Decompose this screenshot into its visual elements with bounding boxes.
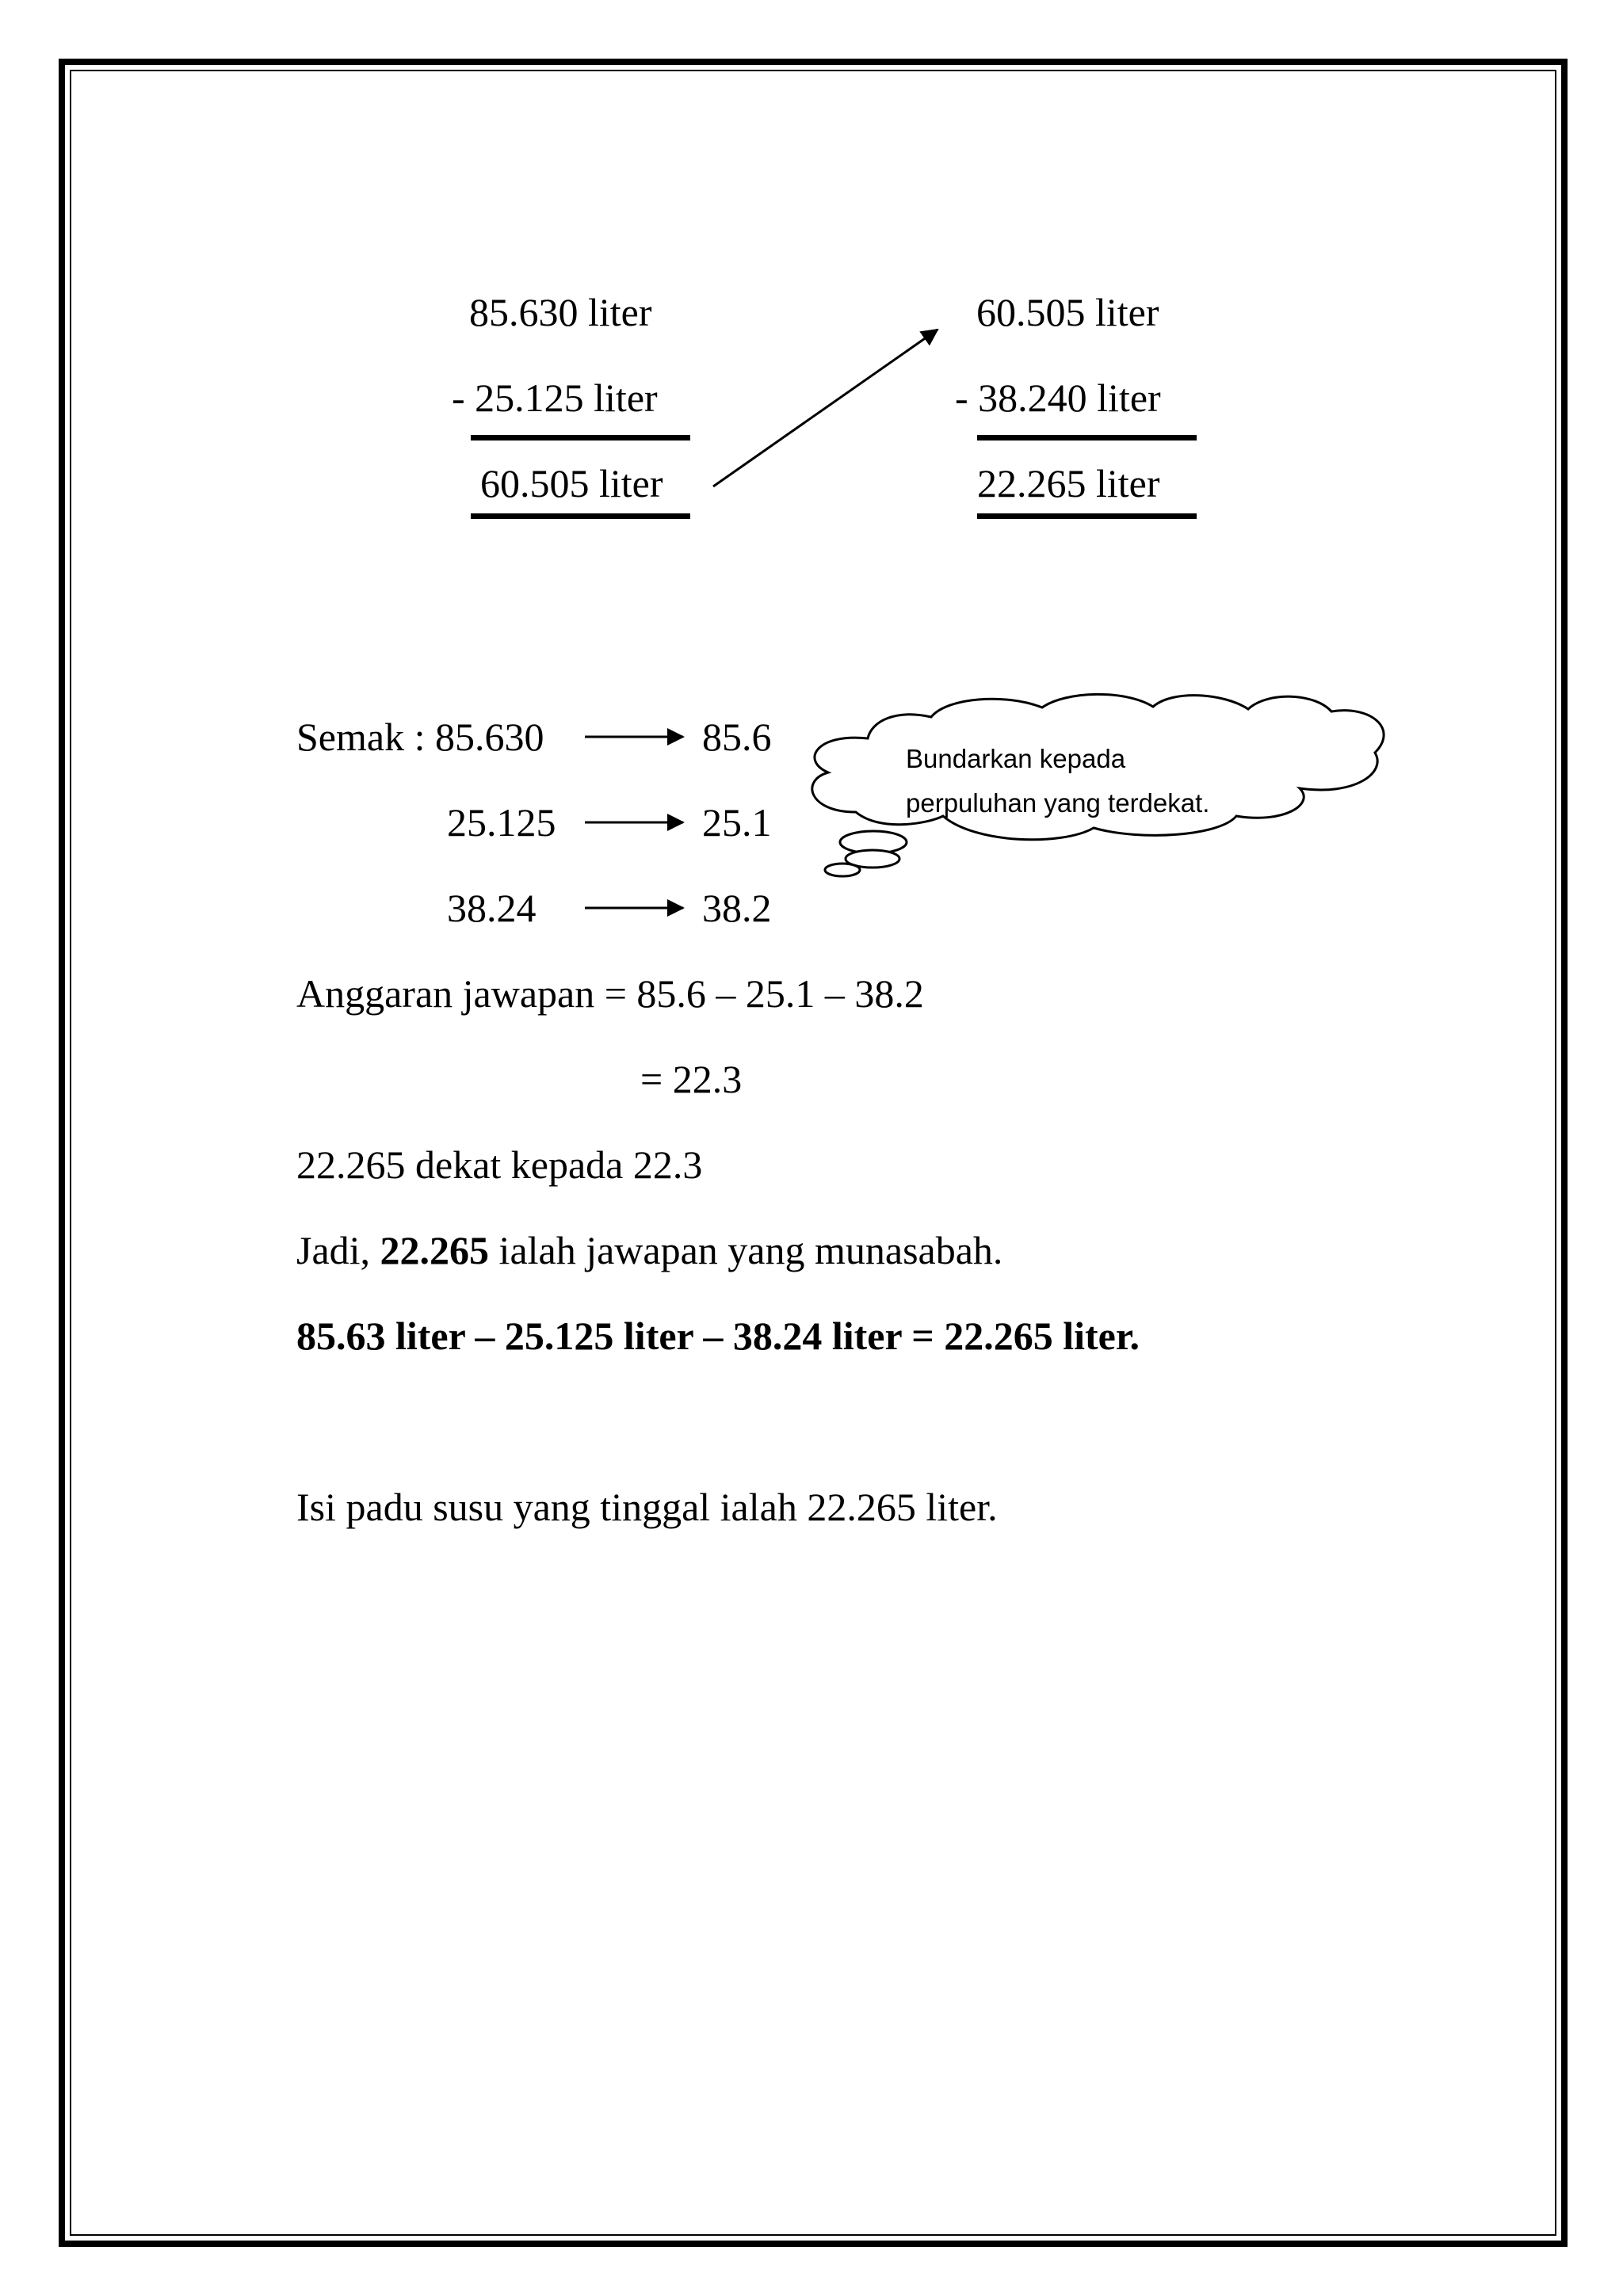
conclusion	[296, 1226, 1002, 1274]
check-rounded-1: 85.6	[702, 715, 772, 759]
carry-arrow	[713, 330, 938, 486]
bubble-text-line1: Bundarkan kepada	[906, 744, 1126, 773]
estimate-line: Anggaran jawapan = 85.6 – 25.1 – 38.2	[296, 971, 924, 1016]
conclusion-value: 22.265	[380, 1228, 490, 1272]
check-rounded-2: 25.1	[702, 800, 772, 845]
near-statement: 22.265 dekat kepada 22.3	[296, 1142, 703, 1187]
left-result: 60.505 liter	[480, 461, 663, 505]
check-value-3: 38.24	[447, 886, 537, 930]
final-equation: 85.63 liter – 25.125 liter – 38.24 liter = 22.265 liter.	[296, 1314, 1140, 1358]
right-subtrahend: - 38.240 liter	[955, 376, 1161, 420]
conclusion-suffix: ialah jawapan yang munasabah.	[489, 1228, 1003, 1272]
check-value-2: 25.125	[447, 800, 556, 845]
right-result: 22.265 liter	[977, 461, 1160, 505]
final-answer: Isi padu susu yang tinggal ialah 22.265 liter.	[296, 1485, 998, 1529]
conclusion-prefix: Jadi,	[296, 1228, 380, 1272]
estimate-result: = 22.3	[640, 1057, 743, 1101]
right-minuend: 60.505 liter	[976, 290, 1159, 334]
left-subtrahend: - 25.125 liter	[452, 376, 658, 420]
check-rounded-3: 38.2	[702, 886, 772, 930]
left-minuend: 85.630 liter	[469, 290, 652, 334]
check-label: Semak : 85.630	[296, 715, 544, 759]
bubble-text-line2: perpuluhan yang terdekat.	[906, 788, 1210, 818]
